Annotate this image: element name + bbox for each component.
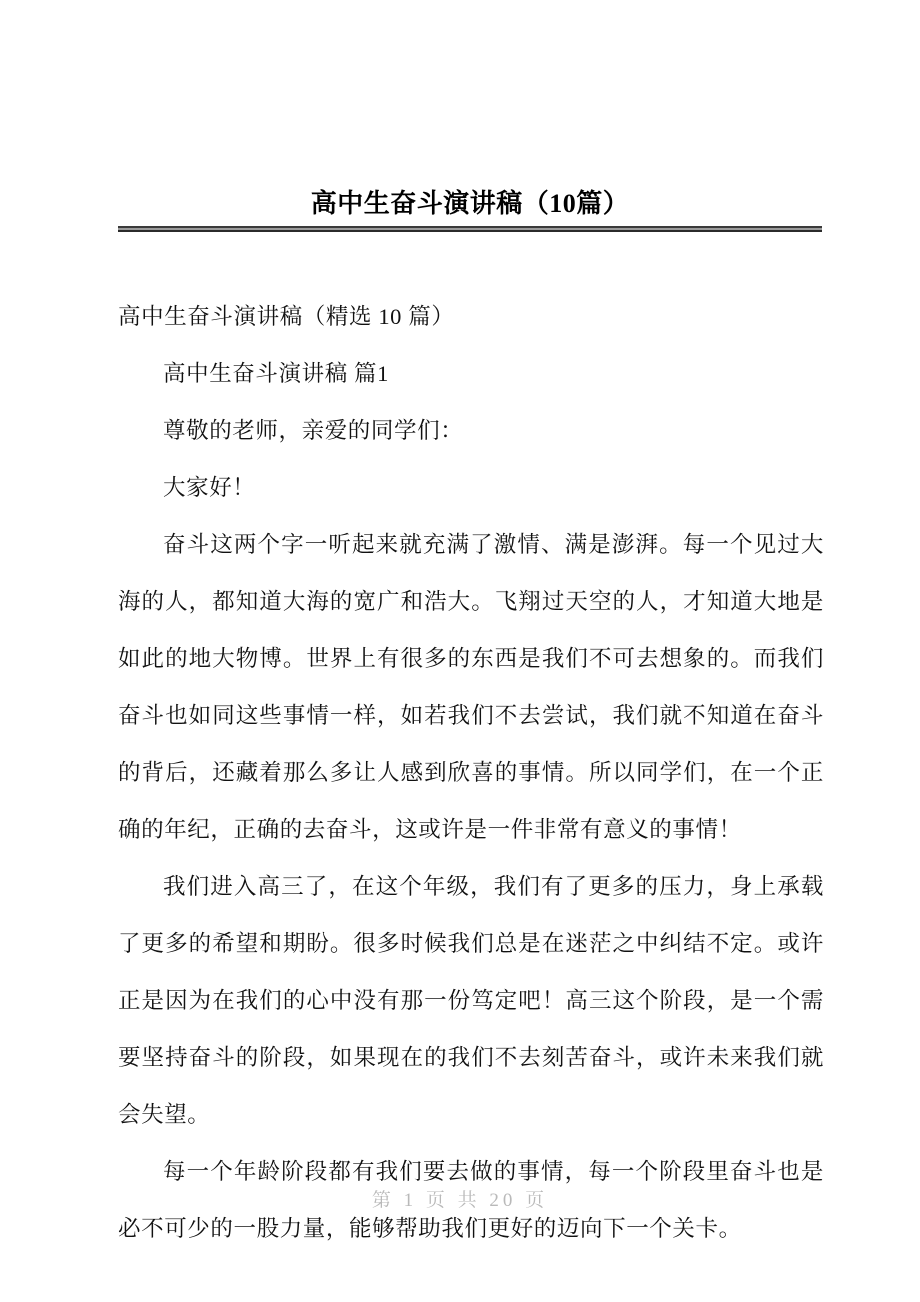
piece-heading: 高中生奋斗演讲稿 篇1: [163, 361, 389, 386]
title-divider: [118, 226, 822, 233]
collection-line: 高中生奋斗演讲稿（精选 10 篇）: [118, 304, 455, 329]
greeting: 大家好！: [163, 475, 256, 500]
salutation: 尊敬的老师，亲爱的同学们：: [163, 418, 464, 443]
document-body: [118, 288, 824, 1257]
title-block: [118, 186, 822, 222]
page-number-label: 第 1 页 共 20 页: [371, 1190, 549, 1211]
body-paragraph-2: 我们进入高三了，在这个年级，我们有了更多的压力，身上承载了更多的希望和期盼。很多时候我们总是在迷茫之中纠结不定。或许正是因为在我们的心中没有那一份笃定吧！高三这个阶段，是一个需要坚持奋斗的阶段，如果现在的我们不去刻苦奋斗，或许未来我们就会失望。: [118, 874, 824, 1127]
page-title: 高中生奋斗演讲稿（10篇）: [310, 189, 630, 218]
page-footer: [0, 1185, 920, 1212]
divider-line-bottom: [118, 230, 822, 232]
body-paragraph-3: 每一个年龄阶段都有我们要去做的事情，每一个阶段里奋斗也是必不可少的一股力量，能够帮助我们更好的迈向下一个关卡。: [118, 1159, 824, 1241]
body-paragraph-1: 奋斗这两个字一听起来就充满了激情、满是澎湃。每一个见过大海的人，都知道大海的宽广和浩大。飞翔过天空的人，才知道大地是如此的地大物博。世界上有很多的东西是我们不可去想象的。而我们奋斗也如同这些事情一样，如若我们不去尝试，我们就不知道在奋斗的背后，还藏着那么多让人感到欣喜的事情。所以同学们，在一个正确的年纪，正确的去奋斗，这或许是一件非常有意义的事情！: [118, 532, 824, 842]
